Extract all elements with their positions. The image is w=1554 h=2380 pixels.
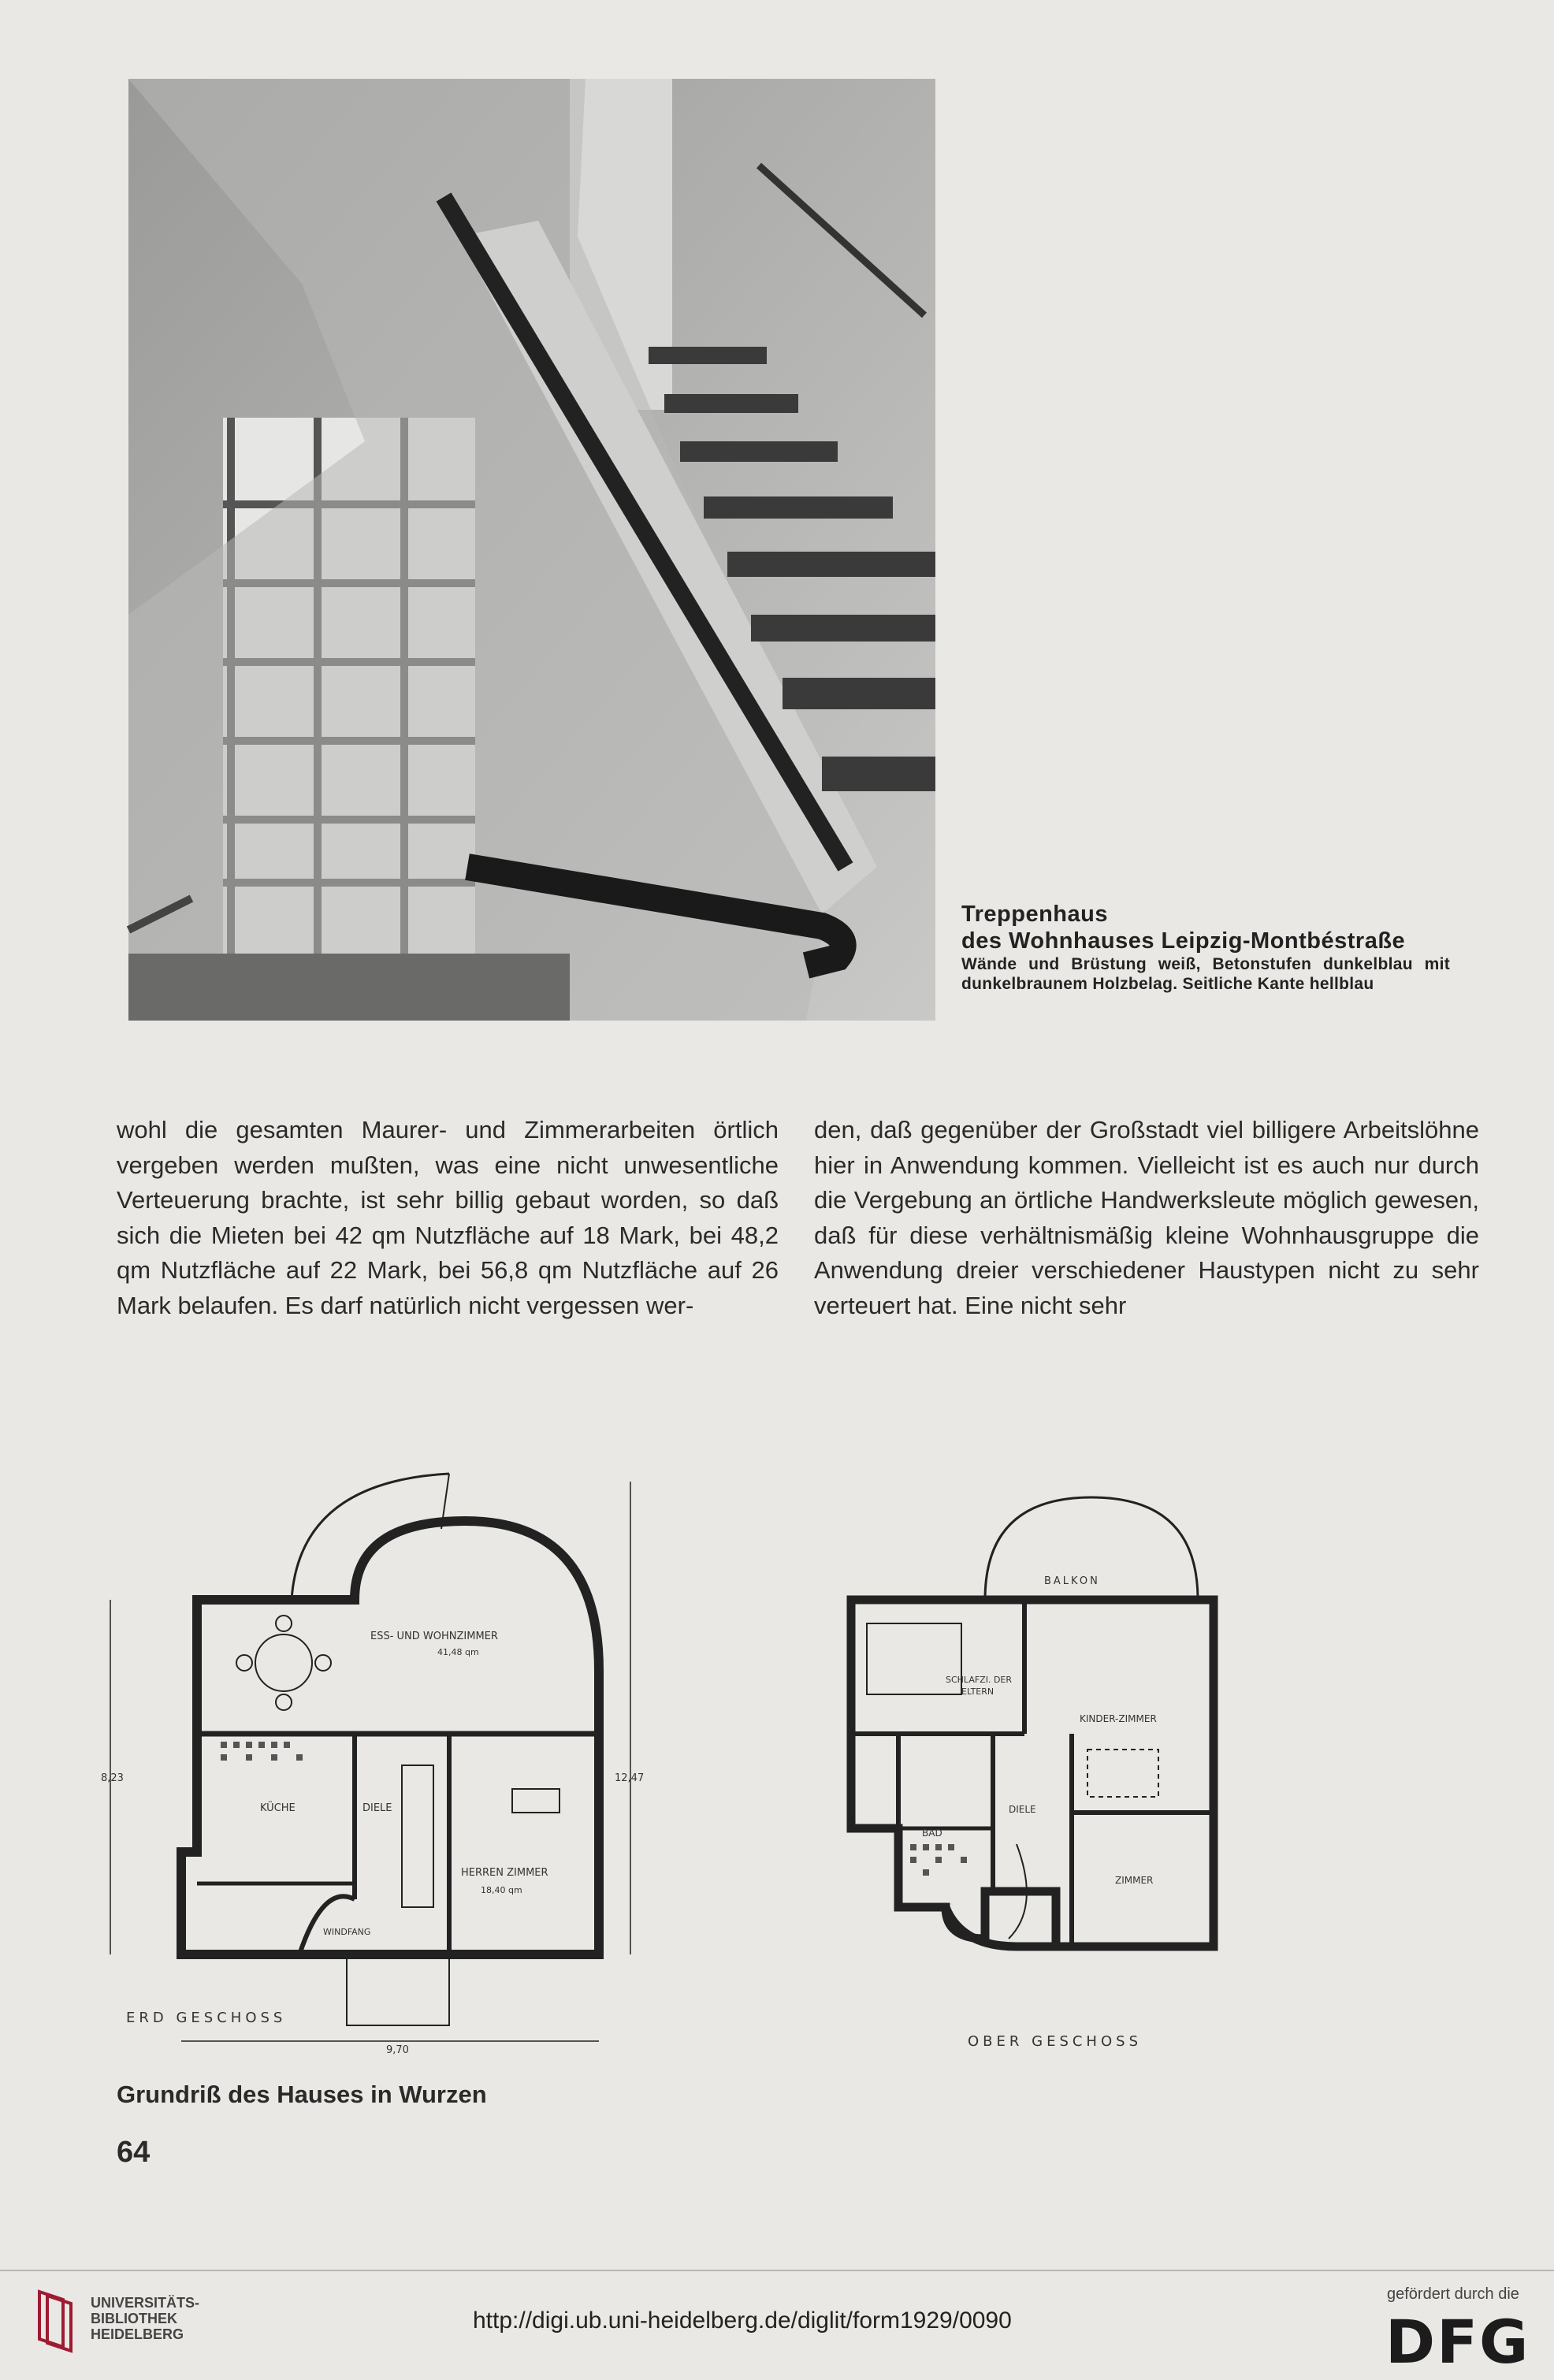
ground-floor-label: ERD GESCHOSS <box>126 2010 287 2026</box>
photo-caption <box>961 901 1450 994</box>
room-parents-label-line2: ELTERN <box>961 1686 994 1697</box>
library-name-line3: HEIDELBERG <box>91 2326 184 2342</box>
room-upper-room-label: ZIMMER <box>1115 1875 1154 1886</box>
room-study-label: HERREN ZIMMER <box>461 1867 548 1879</box>
dim-right: 12,47 <box>615 1772 645 1784</box>
dim-bottom: 9,70 <box>386 2044 409 2056</box>
dfg-logo: DFG <box>1385 2307 1530 2377</box>
caption-title: Treppenhaus <box>961 902 1108 927</box>
room-vestibule-label: WINDFANG <box>323 1927 371 1937</box>
dim-left: 8,23 <box>101 1772 124 1784</box>
university-library-logo-icon <box>32 2284 79 2355</box>
body-text-left: wohl die gesamten Maurer- und Zimmerarbeiten örtlich vergeben werden mußten, was eine nicht unwesentliche Verteuerung brachte, ist sehr billig gebaut worden, so daß sich die Mieten bei 42 qm Nutzfläche auf 18 Mark, bei 48,2 qm Nutzfläche auf 22 Mark, bei 56,8 qm Nutzfläche auf 26 Mark belaufen. Es darf natürlich nicht vergessen wer- <box>117 1116 779 1319</box>
room-study-area: 18,40 qm <box>481 1885 522 1895</box>
room-living-label: ESS- UND WOHNZIMMER <box>370 1631 498 1642</box>
caption-subtitle: des Wohnhauses Leipzig-Montbéstraße <box>961 928 1406 954</box>
library-name-line2: BIBLIOTHEK <box>91 2311 177 2326</box>
upper-floor-label: OBER GESCHOSS <box>968 2033 1142 2050</box>
room-children-label: KINDER-ZIMMER <box>1080 1713 1157 1724</box>
body-text-right: den, daß gegenüber der Großstadt viel billigere Arbeitslöhne hier in Anwendung kommen. Vielleicht ist es auch nur durch die Vergebung an örtliche Handwerksleute möglich gewesen, daß für diese verhältnismäßig kleine Wohnhausgruppe die Anwendung dreier verschiedener Haustypen nicht zu sehr verteuert hat. Eine nicht sehr <box>814 1116 1479 1319</box>
sponsor-text: gefördert durch die <box>1387 2285 1519 2303</box>
room-hall-upper-label: DIELE <box>1009 1804 1036 1815</box>
caption-description: Wände und Brüstung weiß, Betonstufen dunkelblau mit dunkelbraunem Holzbelag. Seitliche Kante hellblau <box>961 955 1450 993</box>
room-kitchen-label: KÜCHE <box>260 1802 296 1814</box>
room-parents-label-line1: SCHLAFZI. DER <box>946 1675 1013 1685</box>
library-name-line1: UNIVERSITÄTS- <box>91 2295 200 2311</box>
university-library-name <box>91 2295 199 2342</box>
plan-title: Grundriß des Hauses in Wurzen <box>117 2081 487 2108</box>
footer-url-link[interactable]: http://digi.ub.uni-heidelberg.de/diglit/form1929/0090 <box>473 2307 1012 2334</box>
stairwell-photo <box>128 79 935 1021</box>
page-number: 64 <box>117 2136 151 2169</box>
room-bath-label: BAD <box>922 1828 942 1839</box>
ground-floor-plan <box>87 1411 645 2057</box>
room-hall-label: DIELE <box>362 1802 392 1814</box>
room-living-area: 41,48 qm <box>437 1647 479 1657</box>
room-balcony-label: BALKON <box>1044 1575 1100 1587</box>
upper-floor-plan <box>820 1497 1229 2057</box>
footer-divider <box>0 2270 1554 2271</box>
